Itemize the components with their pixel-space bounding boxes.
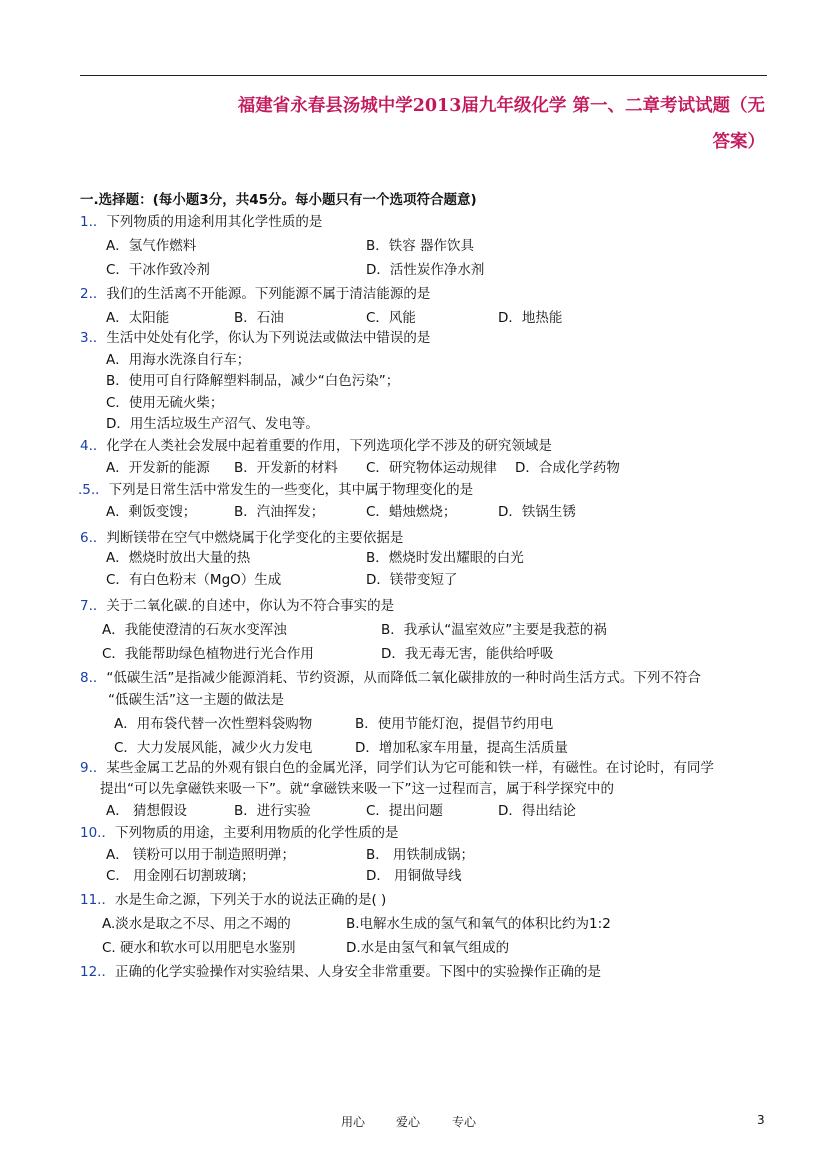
options-row — [0, 570, 827, 590]
options-row — [0, 308, 827, 328]
option-b: B．进行实验 — [234, 803, 311, 819]
options-row — [0, 914, 827, 934]
title-line-1: 福建省永春县汤城中学2013届九年级化学 第一、二章考试试题（无 — [237, 96, 765, 116]
option-a: A．用海水洗涤自行车； — [106, 352, 251, 368]
options-row — [0, 458, 827, 478]
question-12 — [80, 962, 601, 982]
option-b: B．开发新的材料 — [234, 460, 338, 476]
question-9 — [80, 758, 714, 778]
option-c: C．风能 — [366, 310, 416, 326]
question-stem-continued: 提出“可以先拿磁铁来吸一下”。就“拿磁铁来吸一下”这一过程而言，属于科学探究中的 — [100, 781, 614, 797]
option-b: B．铁容 器作饮具 — [366, 238, 475, 254]
question-stem: 正确的化学实验操作对实验结果、人身安全非常重要。下图中的实验操作正确的是 — [114, 964, 601, 980]
question-number: 3.． — [80, 330, 107, 346]
option-c: C． 用金刚石切割玻璃； — [106, 868, 255, 884]
option-d: D．镁带变短了 — [366, 572, 458, 588]
option-a: A．燃烧时放出大量的热 — [106, 550, 251, 566]
option-a: A．剩饭变馊； — [106, 504, 197, 520]
question-11 — [80, 890, 386, 910]
question-stem: 我们的生活离不开能源。下列能源不属于清洁能源的是 — [106, 286, 431, 302]
question-7 — [80, 596, 394, 616]
option-c: C．有白色粉末（MgO）生成 — [106, 572, 282, 588]
option-b: B． 用铁制成锅； — [366, 847, 475, 863]
option-a: A．开发新的能源 — [106, 460, 210, 476]
option-a: A．用布袋代替一次性塑料袋购物 — [114, 716, 313, 732]
option-b: B．我承认“温室效应”主要是我惹的祸 — [381, 622, 607, 638]
option-a: A．我能使澄清的石灰水变浑浊 — [102, 622, 287, 638]
option-c: C．我能帮助绿色植物进行光合作用 — [102, 646, 314, 662]
option-d: D．活性炭作净水剂 — [366, 262, 485, 278]
options-row — [0, 620, 827, 640]
question-8 — [80, 668, 701, 688]
question-10 — [80, 823, 398, 843]
page-title — [125, 88, 765, 160]
option-d: D．铁锅生锈 — [498, 504, 576, 520]
option-d: D．我无毒无害，能供给呼吸 — [381, 646, 554, 662]
question-number: 7.． — [80, 598, 107, 614]
option-b: B．石油 — [234, 310, 284, 326]
option-d: D.水是由氢气和氧气组成的 — [346, 940, 510, 956]
option-c: C．蜡烛燃烧； — [366, 504, 457, 520]
question-5 — [78, 480, 473, 500]
options-row — [0, 845, 827, 865]
options-row — [0, 938, 827, 958]
question-number: 6.． — [80, 530, 107, 546]
question-1 — [80, 212, 322, 232]
footer-item: 用心 — [341, 1115, 366, 1129]
question-stem: 水是生命之源，下列关于水的说法正确的是( ) — [114, 892, 387, 908]
option-d: D．用生活垃圾生产沼气、发电等。 — [106, 416, 319, 432]
option-d: D．地热能 — [498, 310, 563, 326]
header-rule — [80, 75, 767, 76]
option-b: B.电解水生成的氢气和氧气的体积比约为1:2 — [346, 916, 611, 932]
question-6 — [80, 528, 403, 548]
options-row — [0, 714, 827, 734]
question-stem: 生活中处处有化学，你认为下列说法或做法中错误的是 — [106, 330, 431, 346]
question-stem: “低碳生活”是指减少能源消耗、节约资源，从而降低二氧化碳排放的一种时尚生活方式。下列不符合 — [106, 670, 701, 686]
question-stem: 关于二氧化碳.的自述中，你认为不符合事实的是 — [106, 598, 395, 614]
footer-item: 爱心 — [396, 1115, 421, 1129]
question-stem: 下列物质的用途，主要利用物质的化学性质的是 — [114, 825, 399, 841]
option-a: A．氢气作燃料 — [106, 238, 197, 254]
option-a: A．太阳能 — [106, 310, 170, 326]
option-c: C．干冰作致冷剂 — [106, 262, 210, 278]
section-heading: 一.选择题：(每小题3分，共45分。每小题只有一个选项符合题意) — [80, 192, 477, 208]
options-row — [0, 502, 827, 522]
option-b: B．使用节能灯泡，提倡节约用电 — [355, 716, 554, 732]
option-c: C．研究物体运动规律 — [366, 460, 497, 476]
question-3 — [80, 328, 430, 348]
options-row — [0, 801, 827, 821]
option-b: B．使用可自行降解塑料制品，减少“白色污染”； — [106, 373, 400, 389]
question-number: 8.． — [80, 670, 107, 686]
question-stem: 化学在人类社会发展中起着重要的作用，下列选项化学不涉及的研究领域是 — [106, 438, 552, 454]
options-row — [0, 236, 827, 256]
option-b: B．汽油挥发； — [234, 504, 325, 520]
question-4 — [80, 436, 552, 456]
question-number: 10.． — [80, 825, 115, 841]
question-number: 4.． — [80, 438, 107, 454]
options-row — [0, 548, 827, 568]
question-number: 2.． — [80, 286, 107, 302]
option-d: D．合成化学药物 — [515, 460, 620, 476]
options-row — [0, 644, 827, 664]
options-row — [0, 738, 827, 758]
option-a: A.淡水是取之不尽、用之不竭的 — [102, 916, 291, 932]
option-b: B．燃烧时发出耀眼的白光 — [366, 550, 524, 566]
question-stem: 某些金属工艺品的外观有银白色的金属光泽，同学们认为它可能和铁一样，有磁性。在讨论时，有同学 — [106, 760, 714, 776]
question-stem: 下列物质的用途利用其化学性质的是 — [106, 214, 323, 230]
option-a: A． 猜想假设 — [106, 803, 188, 819]
option-c: C．大力发展风能，减少火力发电 — [114, 740, 313, 756]
option-c: C. 硬水和软水可以用肥皂水鉴别 — [102, 940, 296, 956]
question-number: 1.． — [80, 214, 107, 230]
page-number: 3 — [757, 1113, 765, 1127]
question-stem: 判断镁带在空气中燃烧属于化学变化的主要依据是 — [106, 530, 404, 546]
option-d: D．得出结论 — [498, 803, 576, 819]
question-number: 9.． — [80, 760, 107, 776]
question-number: 12.． — [80, 964, 115, 980]
options-row — [0, 260, 827, 280]
options-row — [0, 866, 827, 886]
question-number: .5.． — [78, 482, 109, 498]
title-line-2: 答案） — [712, 132, 765, 152]
option-d: D．增加私家车用量，提高生活质量 — [355, 740, 568, 756]
option-d: D． 用铜做导线 — [366, 868, 462, 884]
option-a: A． 镁粉可以用于制造照明弹； — [106, 847, 296, 863]
question-stem: 下列是日常生活中常发生的一些变化，其中属于物理变化的是 — [108, 482, 474, 498]
footer-item: 专心 — [452, 1115, 477, 1129]
option-c: C．使用无硫火柴； — [106, 395, 224, 411]
question-stem-continued: “低碳生活”这一主题的做法是 — [108, 692, 284, 708]
question-2 — [80, 284, 430, 304]
question-number: 11.． — [80, 892, 115, 908]
option-c: C．提出问题 — [366, 803, 443, 819]
